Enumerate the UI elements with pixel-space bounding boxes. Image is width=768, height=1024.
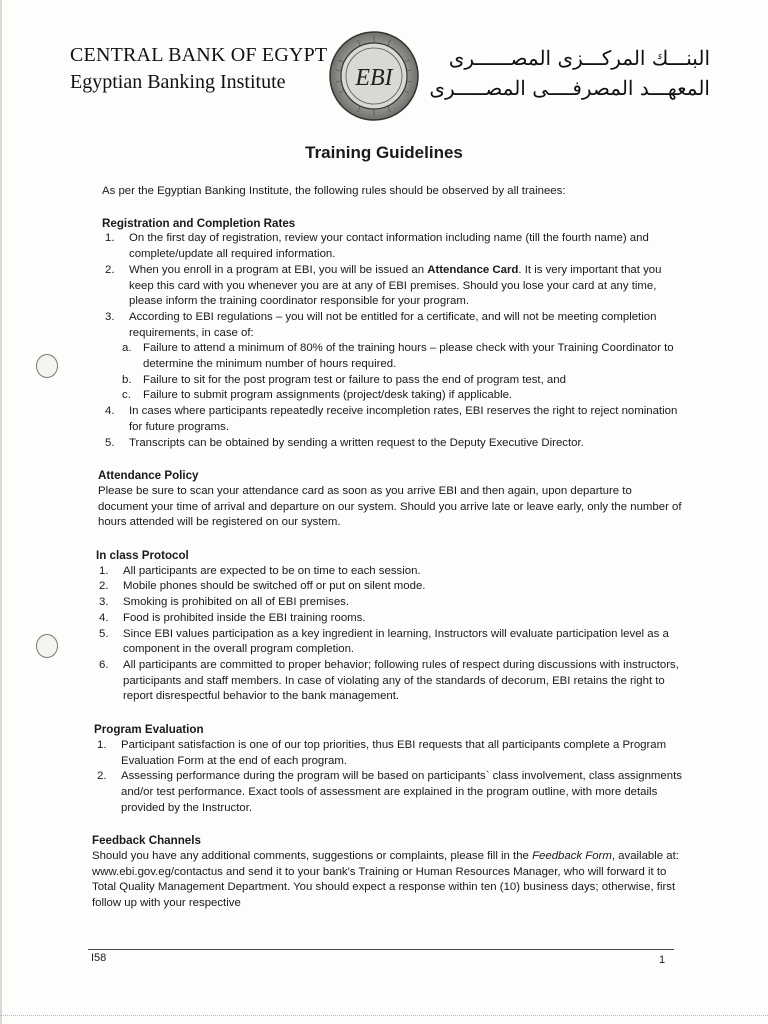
section-evaluation [94,722,682,816]
sub-list-item [102,388,682,404]
sub-list-item [102,341,682,372]
list-item [96,658,682,705]
item-text: Assessing performance during the program will be based on participants` class involvement, class assignments and/or test performance. Exact tools of assessment are explained in the program outline, with more details provided by the Instructor. [121,770,682,814]
list-item [96,611,682,627]
org-name-line2: Egyptian Banking Institute [70,71,286,93]
page-title: Training Guidelines [305,143,463,162]
list-item [94,769,682,816]
item-number: 4. [99,611,109,624]
section-in-class [96,548,682,705]
item-text: Transcripts can be obtained by sending a written request to the Deputy Executive Director. [129,436,584,449]
section-heading: Program Evaluation [94,723,204,737]
item-text: Failure to sit for the post program test or failure to pass the end of program test, and [143,373,566,386]
item-text: All participants are committed to proper behavior; following rules of respect during discussions with instructors, participants and staff members. In case of violating any of the standards of decorum, EBI retains the right to report disrespectful behavior to the bank management. [123,658,679,703]
item-text: In cases where participants repeatedly receive incompletion rates, EBI reserves the right to reject nomination for future programs. [129,405,678,433]
item-letter: a. [122,342,132,355]
section-attendance [98,468,682,531]
item-text: Failure to attend a minimum of 80% of the training hours – please check with your Training Coordinator to determine the minimum number of hours required. [143,342,674,371]
sub-list-item [102,373,682,389]
item-number: 4. [105,405,115,418]
item-letter: c. [122,389,131,402]
item-text: When you enroll in a program at EBI, you will be issued an [129,263,428,276]
list-item [102,263,682,310]
item-text: According to EBI regulations – you will not be entitled for a certificate, and will not be meeting completion requirements, in case of: [129,310,657,339]
item-text: . It is very important that you keep this card with you whenever you are at any of EBI premises. Should you lose your card at any time, please inform the training coordinator responsible for your program. [129,263,662,308]
seal-monogram: EBI [355,65,393,91]
item-text: On the first day of registration, review your contact information including name (till the fourth name) and complete/update all required information. [129,232,649,261]
item-text: Participant satisfaction is one of our top priorities, thus EBI requests that all participants complete a Program Evaluation Form at the end of each program. [121,738,667,767]
org-name-line1: CENTRAL BANK OF EGYPT [70,44,328,66]
list-item [102,231,682,262]
item-number: 2. [99,580,109,593]
intro-paragraph: As per the Egyptian Banking Institute, the following rules should be observed by all trainees: [102,185,566,197]
feedback-form-reference: Feedback Form [532,850,612,863]
list-item [96,564,682,580]
item-number: 5. [105,436,115,449]
registration-list [102,231,682,451]
feedback-paragraph [92,849,682,912]
registration-sublist [102,341,682,404]
item-number: 3. [99,596,109,609]
item-text: Since EBI values participation as a key ingredient in learning, Instructors will evaluate participation level as a component in the overall program completion. [123,627,669,656]
letterhead-english [70,44,327,94]
list-item [94,738,682,769]
punch-hole [36,354,58,378]
item-text: Mobile phones should be switched off or put on silent mode. [123,580,426,593]
item-number: 2. [105,263,115,276]
letterhead-arabic [429,46,710,100]
item-text: All participants are expected to be on time to each session. [123,564,421,577]
list-item [102,310,682,404]
letterhead [70,44,710,114]
section-heading: Registration and Completion Rates [102,216,296,230]
item-number: 5. [99,627,109,640]
in-class-list [96,564,682,705]
evaluation-list [94,738,682,817]
item-number: 1. [99,564,109,577]
section-heading: Feedback Channels [92,834,201,848]
item-text-bold: Attendance Card [427,263,519,276]
page-number: 1 [659,954,666,966]
section-heading: In class Protocol [96,549,189,563]
item-number: 3. [105,310,115,323]
scan-bottom-edge [0,1015,768,1017]
section-registration [102,216,682,452]
punch-hole [36,634,58,658]
arabic-name-line1: البنـــك المركـــزى المصــــــرى [448,46,710,70]
list-item [96,579,682,595]
list-item [96,595,682,611]
arabic-name-line2: المعهـــد المصرفــــى المصـــــرى [429,76,710,100]
item-text: Failure to submit program assignments (project/desk taking) if applicable. [143,389,513,402]
document-body [92,184,682,929]
item-number: 1. [97,738,107,751]
list-item [102,404,682,435]
feedback-text: , available at: www.ebi.gov.eg/contactus and send it to your bank's Training or Human Resources Manager, who will forward it to Total Quality Management Department. You should expect a response within ten (10) business days; otherwise, first follow up with your respective [92,850,679,910]
feedback-text: Should you have any additional comments, suggestions or complaints, please fill in the [92,850,533,863]
list-item [96,627,682,658]
footer-divider [88,949,674,950]
section-heading: Attendance Policy [98,469,199,483]
footer-code: I58 [91,952,107,964]
item-text: Smoking is prohibited on all of EBI premises. [123,596,350,609]
list-item [102,436,682,452]
section-feedback [92,833,682,912]
attendance-paragraph: Please be sure to scan your attendance card as soon as you arrive EBI and then again, upon departure to document your time of arrival and departure on our system. Should you arrive late or leave early, only the number of hours attended will be registered on our system. [98,484,682,529]
ebi-seal-logo [328,30,420,122]
item-letter: b. [122,373,132,386]
item-number: 6. [99,658,109,671]
item-number: 2. [97,770,107,783]
item-number: 1. [105,232,115,245]
item-text: Food is prohibited inside the EBI training rooms. [123,611,366,624]
